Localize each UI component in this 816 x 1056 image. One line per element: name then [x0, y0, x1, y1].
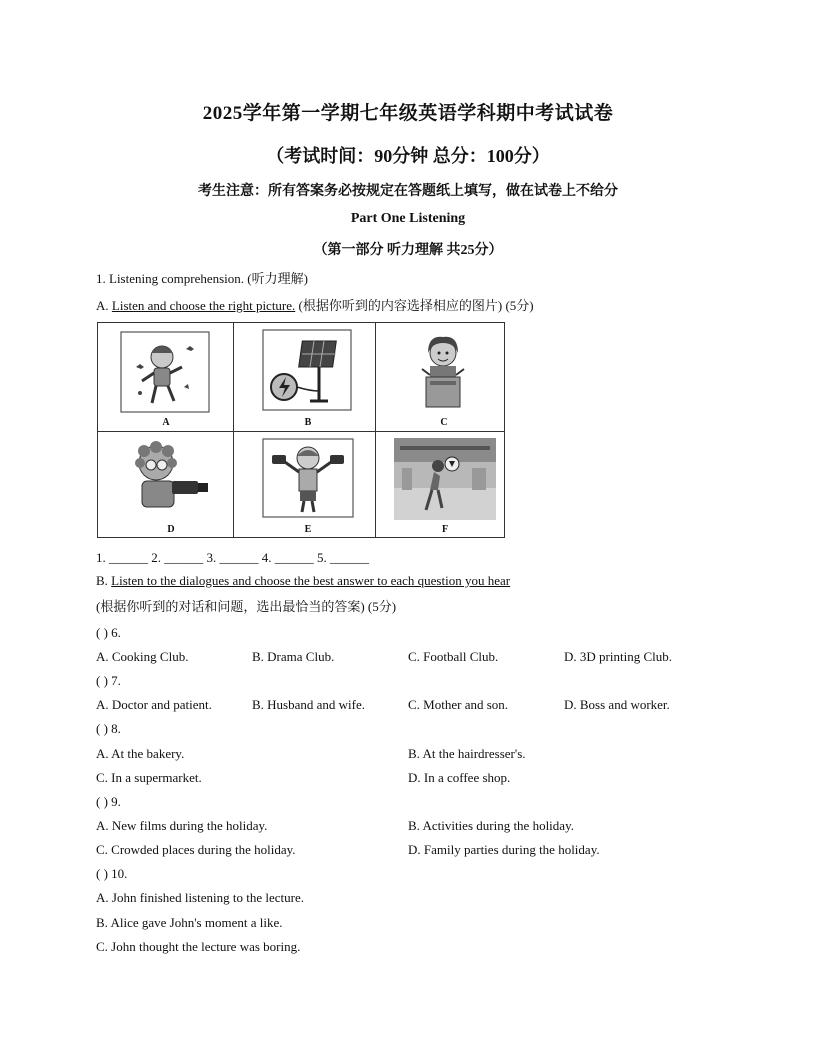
q8-option-d: D. In a coffee shop. [408, 770, 511, 785]
section-b-instruction [96, 573, 510, 589]
question-number-9: ( ) 9. [96, 794, 121, 809]
q8-option-c: C. In a supermarket. [96, 770, 202, 785]
answer-blanks: 1. ______ 2. ______ 3. ______ 4. ______ 5. ______ [96, 550, 369, 565]
section-a-prefix: A. [96, 298, 109, 313]
picture-label-e: E [304, 524, 312, 535]
q10-option-b: B. Alice gave John's moment a like. [96, 915, 283, 930]
q10-option-a: A. John finished listening to the lecture. [96, 890, 304, 905]
q9-option-d: D. Family parties during the holiday. [408, 842, 600, 857]
q9-option-c: C. Crowded places during the holiday. [96, 842, 296, 857]
q6-option-b: B. Drama Club. [252, 649, 335, 664]
q8-option-b: B. At the hairdresser's. [408, 746, 526, 761]
question-number-7: ( ) 7. [96, 673, 121, 688]
picture-label-d: D [167, 524, 175, 535]
picture-e-exercise-icon [262, 438, 354, 518]
q8-option-a: A. At the bakery. [96, 746, 185, 761]
q6-option-a: A. Cooking Club. [96, 649, 189, 664]
section-a-instruction [96, 298, 534, 314]
q6-option-c: C. Football Club. [408, 649, 499, 664]
section-b-instruction-cn: (根据你听到的对话和问题，选出最恰当的答案) (5分) [96, 599, 397, 614]
q7-option-b: B. Husband and wife. [252, 697, 366, 712]
exam-subtitle: （考试时间：90分钟 总分：100分） [266, 146, 550, 166]
section-heading: 1. Listening comprehension. (听力理解) [96, 271, 308, 286]
picture-label-f: F [441, 524, 449, 535]
question-number-6: ( ) 6. [96, 625, 121, 640]
section-b-instruction-en: Listen to the dialogues and choose the best answer to each question you hear [111, 573, 511, 588]
picture-label-b: B [304, 417, 312, 428]
q7-option-a: A. Doctor and patient. [96, 697, 212, 712]
picture-c-speaker-icon [398, 329, 488, 411]
exam-notice: 考生注意：所有答案务必按规定在答题纸上填写，做在试卷上不给分 [198, 184, 618, 199]
exam-title: 2025学年第一学期七年级英语学科期中考试试卷 [202, 103, 614, 124]
q7-option-d: D. Boss and worker. [564, 697, 670, 712]
part-heading-cn: （第一部分 听力理解 共25分） [313, 243, 503, 258]
question-number-10: ( ) 10. [96, 866, 128, 881]
part-heading: Part One Listening [350, 211, 466, 226]
q10-option-c: C. John thought the lecture was boring. [96, 939, 301, 954]
q7-option-c: C. Mother and son. [408, 697, 509, 712]
picture-grid [97, 322, 505, 538]
question-number-8: ( ) 8. [96, 721, 121, 736]
section-b-prefix: B. [96, 573, 108, 588]
picture-label-a: A [162, 417, 170, 428]
q9-option-a: A. New films during the holiday. [96, 818, 268, 833]
picture-d-photographer-icon [120, 437, 220, 515]
q6-option-d: D. 3D printing Club. [564, 649, 672, 664]
picture-f-football-photo [394, 438, 496, 520]
picture-a-child-icon [120, 331, 210, 413]
section-a-instruction-cn: (根据你听到的内容选择相应的图片) (5分) [295, 298, 534, 313]
q9-option-b: B. Activities during the holiday. [408, 818, 574, 833]
section-a-instruction-en: Listen and choose the right picture. [111, 298, 296, 313]
picture-label-c: C [440, 417, 448, 428]
picture-b-solar-panel-icon [262, 329, 352, 411]
